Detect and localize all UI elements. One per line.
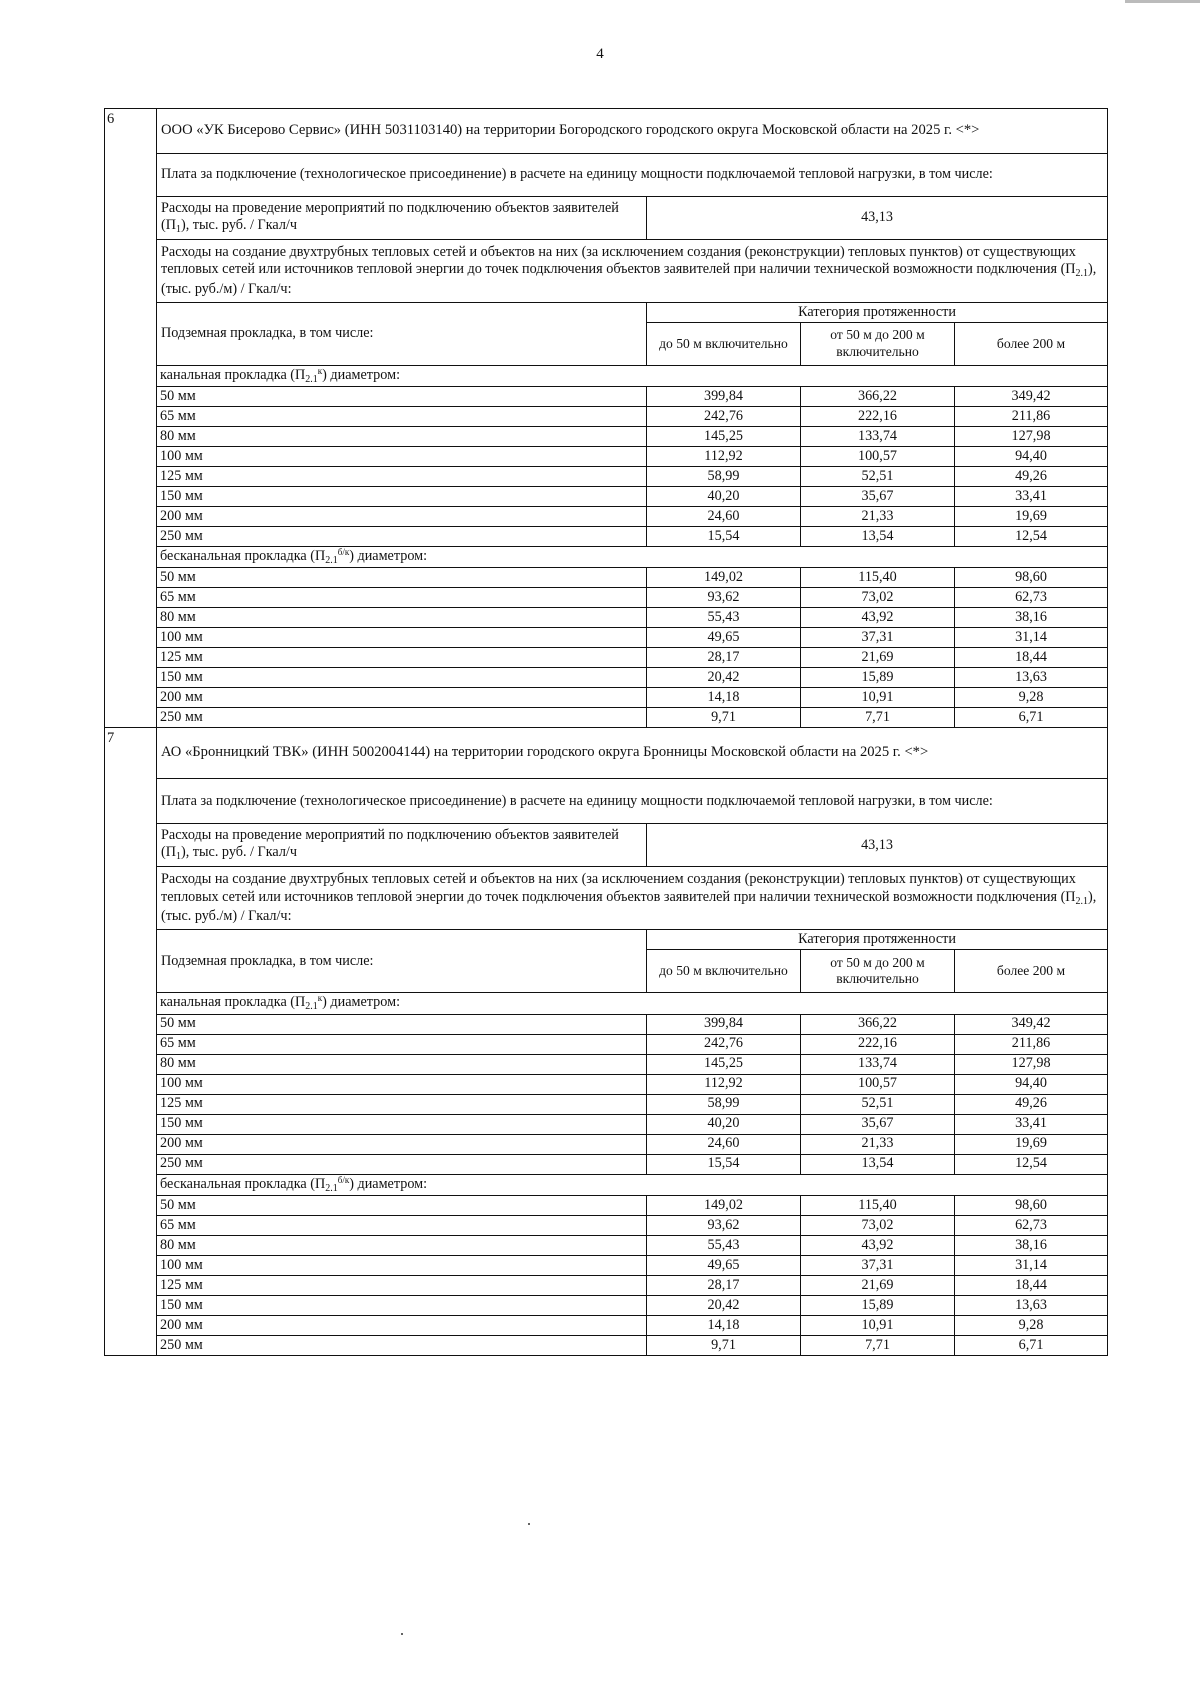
table-row [105,688,1108,708]
value-cell: 15,89 [801,668,955,688]
value-cell: 100,57 [801,447,955,467]
value-cell: 35,67 [801,1114,955,1134]
value-cell: 6,71 [955,1335,1108,1355]
value-cell: 222,16 [801,407,955,427]
nochannel-laying-label: бесканальная прокладка $(П_{2.1}^{б/к})$ диаметром: [157,547,1108,568]
table-row [105,588,1108,608]
value-cell: 94,40 [955,1074,1108,1094]
value-cell: 98,60 [955,1195,1108,1215]
value-cell: 10,91 [801,1315,955,1335]
value-cell: 133,74 [801,1054,955,1074]
diameter-label: 250 мм [157,527,647,547]
diameter-label: 100 мм [157,1255,647,1275]
nochannel-laying-label-row [105,547,1108,568]
fee-description: Плата за подключение (технологическое присоединение) в расчете на единицу мощности подключаемой тепловой нагрузки, в том числе: [157,154,1108,197]
table-row [105,1275,1108,1295]
nochannel-laying-label-row [105,1174,1108,1195]
table-row [105,1335,1108,1355]
table-row [105,507,1108,527]
diameter-label: 125 мм [157,1094,647,1114]
value-cell: 211,86 [955,1034,1108,1054]
length-category-header: Категория протяженности [647,930,1108,950]
value-cell: 112,92 [647,447,801,467]
channel-laying-label-row [105,993,1108,1014]
table-row [105,1315,1108,1335]
diameter-label: 50 мм [157,568,647,588]
value-cell: 35,67 [801,487,955,507]
value-cell: 73,02 [801,588,955,608]
value-cell: 9,28 [955,1315,1108,1335]
value-cell: 43,92 [801,608,955,628]
col-upto-50m: до 50 м включительно [647,950,801,993]
value-cell: 33,41 [955,1114,1108,1134]
table-row [105,1054,1108,1074]
value-cell: 21,69 [801,1275,955,1295]
value-cell: 7,71 [801,1335,955,1355]
value-cell: 93,62 [647,588,801,608]
value-cell: 6,71 [955,708,1108,728]
value-cell: 49,26 [955,1094,1108,1114]
table-row [105,387,1108,407]
value-cell: 94,40 [955,447,1108,467]
diameter-label: 250 мм [157,1154,647,1174]
value-cell: 37,31 [801,1255,955,1275]
value-cell: 62,73 [955,1215,1108,1235]
diameter-label: 125 мм [157,467,647,487]
value-cell: 14,18 [647,688,801,708]
diameter-label: 200 мм [157,688,647,708]
page-number: 4 [596,46,604,62]
value-cell: 13,63 [955,1295,1108,1315]
value-cell: 100,57 [801,1074,955,1094]
value-cell: 21,33 [801,507,955,527]
diameter-label: 100 мм [157,1074,647,1094]
value-cell: 222,16 [801,1034,955,1054]
col-over-200m: более 200 м [955,323,1108,366]
value-cell: 211,86 [955,407,1108,427]
table-row [105,1235,1108,1255]
scan-edge-mark [1125,0,1200,3]
section-number: 6 [105,109,157,728]
value-cell: 14,18 [647,1315,801,1335]
col-upto-50m: до 50 м включительно [647,323,801,366]
p21-description: Расходы на создание двухтрубных тепловых сетей и объектов на них (за исключением создания (реконструкции) тепловых пунктов) от существующих тепловых сетей или источников тепловой энергии до точек подключения объектов заявителей при наличии технической возможности подключения $(П_{2.1})$, (тыс. руб./м) / Гкал/ч: [157,867,1108,930]
value-cell: 7,71 [801,708,955,728]
tariff-table [104,108,1108,1356]
table-row [105,447,1108,467]
value-cell: 55,43 [647,1235,801,1255]
value-cell: 58,99 [647,467,801,487]
table-row [105,1074,1108,1094]
diameter-label: 100 мм [157,447,647,467]
value-cell: 40,20 [647,487,801,507]
value-cell: 93,62 [647,1215,801,1235]
diameter-label: 250 мм [157,1335,647,1355]
value-cell: 115,40 [801,1195,955,1215]
value-cell: 13,63 [955,668,1108,688]
value-cell: 242,76 [647,407,801,427]
diameter-label: 150 мм [157,1114,647,1134]
value-cell: 28,17 [647,648,801,668]
value-cell: 38,16 [955,1235,1108,1255]
value-cell: 399,84 [647,1014,801,1034]
diameter-label: 50 мм [157,1195,647,1215]
channel-laying-label: канальная прокладка $(П_{2.1}^к)$ диаметром: [157,993,1108,1014]
diameter-label: 80 мм [157,608,647,628]
column-header-row [105,303,1108,323]
value-cell: 49,26 [955,467,1108,487]
value-cell: 12,54 [955,1154,1108,1174]
value-cell: 19,69 [955,1134,1108,1154]
value-cell: 9,71 [647,708,801,728]
table-row [105,708,1108,728]
table-row [105,1134,1108,1154]
table-row [105,1295,1108,1315]
diameter-label: 250 мм [157,708,647,728]
section-number: 7 [105,728,157,1355]
table-row [105,1094,1108,1114]
value-cell: 37,31 [801,628,955,648]
value-cell: 145,25 [647,427,801,447]
diameter-label: 125 мм [157,648,647,668]
table-row [105,1114,1108,1134]
value-cell: 18,44 [955,648,1108,668]
fee-description-row [105,154,1108,197]
p1-label: Расходы на проведение мероприятий по подключению объектов заявителей $(П_1)$, тыс. руб. / Гкал/ч [157,824,647,867]
p21-description-row [105,867,1108,930]
value-cell: 15,54 [647,1154,801,1174]
table-row [105,1255,1108,1275]
channel-laying-label-row [105,366,1108,387]
value-cell: 127,98 [955,427,1108,447]
nochannel-laying-label: бесканальная прокладка $(П_{2.1}^{б/к})$ диаметром: [157,1174,1108,1195]
value-cell: 20,42 [647,668,801,688]
table-row [105,467,1108,487]
table-row [105,668,1108,688]
value-cell: 10,91 [801,688,955,708]
organization-title: ООО «УК Бисерово Сервис» (ИНН 5031103140) на территории Богородского городского округа Московской области на 2025 г. <*> [157,109,1108,154]
p1-row [105,197,1108,240]
diameter-label: 80 мм [157,1235,647,1255]
diameter-label: 200 мм [157,1315,647,1335]
table-row [105,608,1108,628]
value-cell: 399,84 [647,387,801,407]
channel-laying-label: канальная прокладка $(П_{2.1}^к)$ диаметром: [157,366,1108,387]
underground-label: Подземная прокладка, в том числе: [157,930,647,993]
col-50-200m: от 50 м до 200 м включительно [801,323,955,366]
value-cell: 40,20 [647,1114,801,1134]
p1-label: Расходы на проведение мероприятий по подключению объектов заявителей $(П_1)$, тыс. руб. / Гкал/ч [157,197,647,240]
table-row [105,407,1108,427]
fee-description-row [105,779,1108,824]
p1-value: 43,13 [647,824,1108,867]
table-row [105,527,1108,547]
value-cell: 9,28 [955,688,1108,708]
diameter-label: 80 мм [157,427,647,447]
diameter-label: 65 мм [157,1034,647,1054]
table-row [105,1034,1108,1054]
diameter-label: 65 мм [157,407,647,427]
table-row [105,1195,1108,1215]
fee-description: Плата за подключение (технологическое присоединение) в расчете на единицу мощности подключаемой тепловой нагрузки, в том числе: [157,779,1108,824]
value-cell: 127,98 [955,1054,1108,1074]
diameter-label: 65 мм [157,1215,647,1235]
table-row [105,487,1108,507]
diameter-label: 50 мм [157,387,647,407]
value-cell: 349,42 [955,387,1108,407]
table-row [105,568,1108,588]
table-row [105,1014,1108,1034]
value-cell: 38,16 [955,608,1108,628]
section-header-row [105,728,1108,779]
value-cell: 149,02 [647,568,801,588]
table-row [105,628,1108,648]
value-cell: 52,51 [801,1094,955,1114]
organization-title: АО «Бронницкий ТВК» (ИНН 5002004144) на территории городского округа Бронницы Московской области на 2025 г. <*> [157,728,1108,779]
table-row [105,1154,1108,1174]
value-cell: 13,54 [801,1154,955,1174]
value-cell: 13,54 [801,527,955,547]
underground-label: Подземная прокладка, в том числе: [157,303,647,366]
value-cell: 73,02 [801,1215,955,1235]
value-cell: 31,14 [955,1255,1108,1275]
value-cell: 145,25 [647,1054,801,1074]
value-cell: 15,54 [647,527,801,547]
p1-row [105,824,1108,867]
value-cell: 28,17 [647,1275,801,1295]
value-cell: 52,51 [801,467,955,487]
value-cell: 98,60 [955,568,1108,588]
diameter-label: 200 мм [157,507,647,527]
value-cell: 242,76 [647,1034,801,1054]
value-cell: 349,42 [955,1014,1108,1034]
diameter-label: 200 мм [157,1134,647,1154]
value-cell: 24,60 [647,1134,801,1154]
diameter-label: 100 мм [157,628,647,648]
value-cell: 15,89 [801,1295,955,1315]
diameter-label: 50 мм [157,1014,647,1034]
value-cell: 49,65 [647,628,801,648]
col-50-200m: от 50 м до 200 м включительно [801,950,955,993]
value-cell: 62,73 [955,588,1108,608]
value-cell: 19,69 [955,507,1108,527]
p21-description: Расходы на создание двухтрубных тепловых сетей и объектов на них (за исключением создания (реконструкции) тепловых пунктов) от существующих тепловых сетей или источников тепловой энергии до точек подключения объектов заявителей при наличии технической возможности подключения $(П_{2.1})$, (тыс. руб./м) / Гкал/ч: [157,240,1108,303]
table-row [105,648,1108,668]
value-cell: 21,69 [801,648,955,668]
value-cell: 149,02 [647,1195,801,1215]
section-header-row [105,109,1108,154]
value-cell: 58,99 [647,1094,801,1114]
diameter-label: 65 мм [157,588,647,608]
value-cell: 9,71 [647,1335,801,1355]
diameter-label: 125 мм [157,1275,647,1295]
value-cell: 20,42 [647,1295,801,1315]
table-row [105,427,1108,447]
diameter-label: 80 мм [157,1054,647,1074]
value-cell: 33,41 [955,487,1108,507]
diameter-label: 150 мм [157,668,647,688]
length-category-header: Категория протяженности [647,303,1108,323]
column-header-row [105,930,1108,950]
value-cell: 366,22 [801,387,955,407]
value-cell: 115,40 [801,568,955,588]
value-cell: 24,60 [647,507,801,527]
scan-speck [401,1633,403,1635]
table-row [105,1215,1108,1235]
value-cell: 133,74 [801,427,955,447]
value-cell: 43,92 [801,1235,955,1255]
value-cell: 366,22 [801,1014,955,1034]
diameter-label: 150 мм [157,1295,647,1315]
p21-description-row [105,240,1108,303]
value-cell: 31,14 [955,628,1108,648]
p1-value: 43,13 [647,197,1108,240]
col-over-200m: более 200 м [955,950,1108,993]
value-cell: 112,92 [647,1074,801,1094]
value-cell: 49,65 [647,1255,801,1275]
value-cell: 21,33 [801,1134,955,1154]
value-cell: 55,43 [647,608,801,628]
value-cell: 12,54 [955,527,1108,547]
diameter-label: 150 мм [157,487,647,507]
scan-speck [528,1523,530,1525]
value-cell: 18,44 [955,1275,1108,1295]
